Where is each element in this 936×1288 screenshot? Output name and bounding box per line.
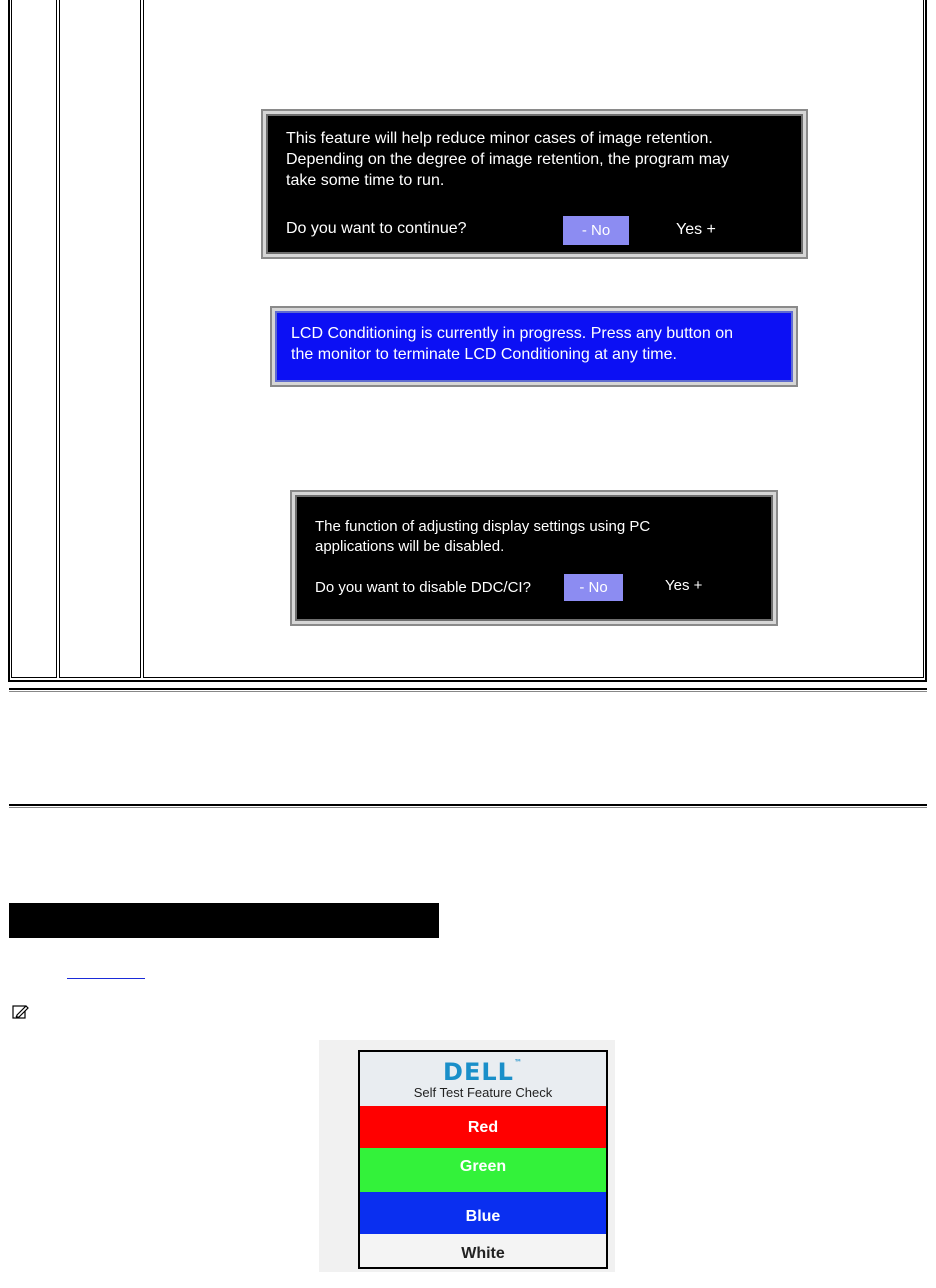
ddcci-message: The function of adjusting display settings using PC applications will be disabled. (315, 518, 651, 555)
table-cell-feature (59, 0, 141, 678)
color-band-white (360, 1234, 606, 1267)
retention-question: Do you want to continue? (286, 220, 467, 237)
color-band-green (360, 1148, 606, 1192)
color-band-label: Green (459, 1158, 507, 1175)
section-divider (9, 688, 927, 692)
retention-yes-button[interactable]: Yes + (676, 221, 716, 238)
color-band-label: Blue (465, 1208, 501, 1225)
dell-logo-text: DELL (443, 1058, 514, 1086)
color-band-red (360, 1106, 606, 1148)
table-cell-index (11, 0, 57, 678)
retention-message: This feature will help reduce minor cases of image retention. Depending on the degree of image retention, the program may take some time to run. (286, 130, 729, 189)
ddcci-yes-button[interactable]: Yes + (665, 577, 703, 594)
ddcci-dialog (290, 490, 778, 626)
retention-no-button[interactable]: - No (563, 216, 629, 245)
color-band-blue (360, 1192, 606, 1234)
self-test-title: Self Test Feature Check (413, 1085, 553, 1100)
ddcci-question: Do you want to disable DDC/CI? (315, 579, 531, 596)
dell-logo (360, 1058, 606, 1084)
section-divider (9, 804, 927, 808)
ddcci-no-button[interactable]: - No (564, 574, 623, 601)
conditioning-dialog (270, 306, 798, 387)
conditioning-message: LCD Conditioning is currently in progress. Press any button on the monitor to terminate LCD Conditioning at any time. (291, 325, 733, 363)
trademark-symbol: ™ (513, 1058, 523, 1067)
color-band-label: White (461, 1245, 505, 1262)
back-to-top-link[interactable] (67, 965, 145, 979)
note-pencil-icon (12, 1004, 30, 1020)
retention-dialog (261, 109, 808, 259)
color-band-label: Red (467, 1119, 499, 1136)
section-heading-bar (9, 903, 439, 938)
